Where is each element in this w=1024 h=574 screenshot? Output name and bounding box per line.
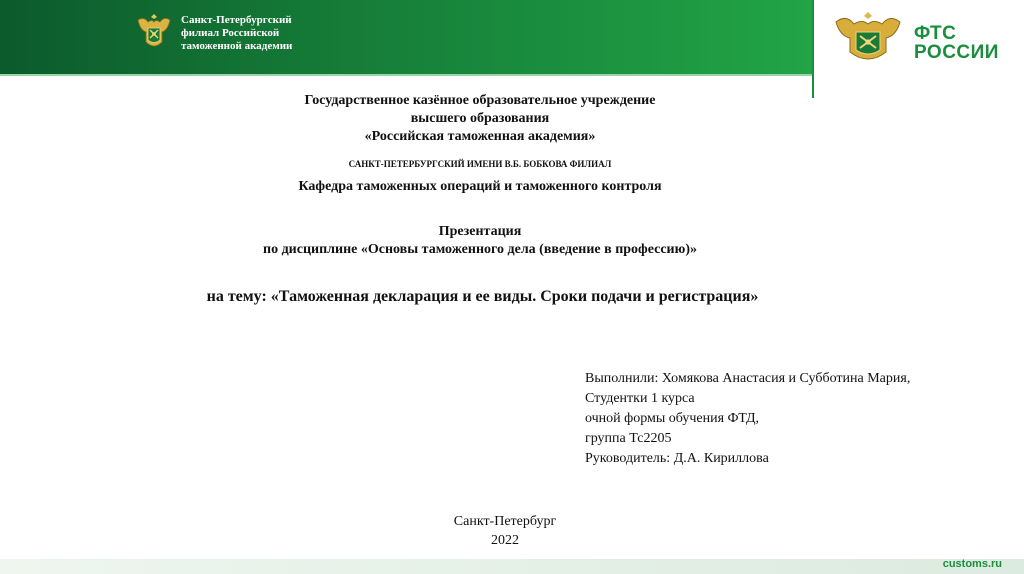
year: 2022 bbox=[491, 533, 519, 548]
branch-name-line: таможенной академии bbox=[181, 40, 293, 52]
authors-line: Выполнили: Хомякова Анастасия и Субботина Мария, bbox=[585, 371, 911, 386]
institution-line: Государственное казённое образовательное учреждение bbox=[304, 93, 656, 108]
header-divider bbox=[812, 0, 814, 98]
authors-line: очной формы обучения ФТД, bbox=[585, 411, 759, 426]
authors-line: Руководитель: Д.А. Кириллова bbox=[585, 451, 769, 466]
header-band bbox=[0, 0, 812, 74]
header-bottom-line bbox=[0, 74, 812, 76]
footer-band bbox=[0, 559, 1024, 574]
authors-block bbox=[585, 369, 1015, 469]
presentation-heading bbox=[100, 223, 860, 259]
department-title: Кафедра таможенных операций и таможенного контроля bbox=[298, 179, 662, 194]
city-name: Санкт-Петербург bbox=[453, 514, 557, 529]
branch-caps-title: САНКТ-ПЕТЕРБУРГСКИЙ ИМЕНИ В.Б. БОБКОВА ФИЛИАЛ bbox=[348, 159, 612, 169]
fts-logo bbox=[914, 24, 1018, 62]
fts-logo-line: РОССИИ bbox=[914, 42, 999, 63]
customs-link[interactable]: customs.ru bbox=[942, 558, 1002, 570]
fts-eagle-emblem-icon bbox=[830, 8, 906, 68]
branch-name-line: Санкт-Петербургский bbox=[181, 14, 292, 26]
fts-logo-line: ФТС bbox=[914, 23, 957, 44]
eagle-emblem-icon bbox=[134, 10, 174, 52]
branch-name bbox=[181, 14, 401, 53]
institution-title bbox=[100, 92, 860, 146]
institution-line: «Российская таможенная академия» bbox=[364, 129, 596, 144]
branch-name-line: филиал Российской bbox=[181, 27, 280, 39]
authors-line: Студентки 1 курса bbox=[585, 391, 695, 406]
presentation-line: Презентация bbox=[438, 224, 522, 239]
institution-line: высшего образования bbox=[410, 111, 550, 126]
presentation-topic: на тему: «Таможенная декларация и ее виды. Сроки подачи и регистрация» bbox=[206, 288, 759, 305]
city-year bbox=[400, 512, 610, 550]
authors-line: группа Тс2205 bbox=[585, 431, 672, 446]
presentation-line: по дисциплине «Основы таможенного дела (введение в профессию)» bbox=[263, 242, 697, 257]
